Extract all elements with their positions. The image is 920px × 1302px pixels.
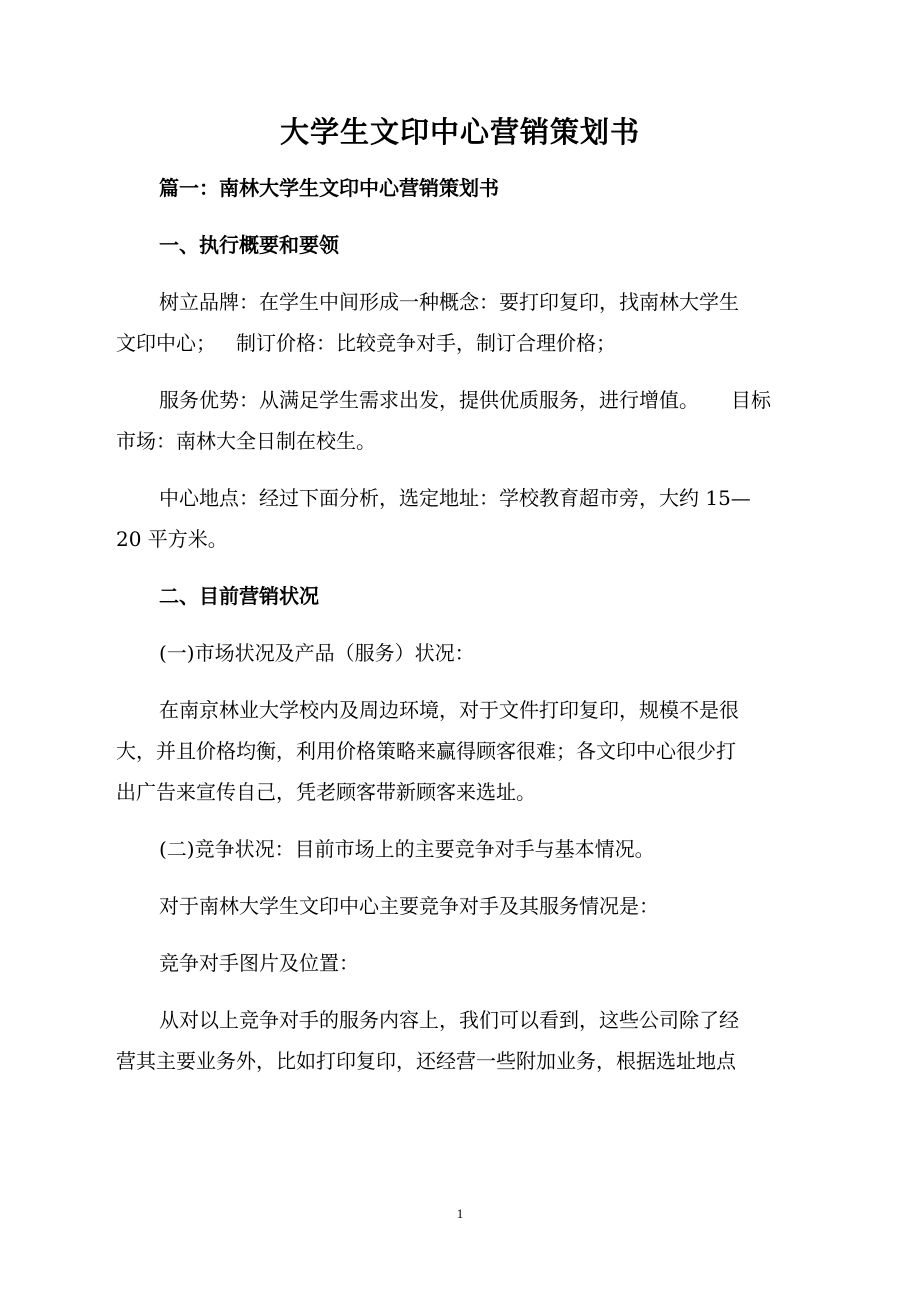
- analysis-line-2: 营其主要业务外，比如打印复印，还经营一些附加业务，根据选址地点: [116, 1049, 736, 1073]
- document-title: 大学生文印中心营销策划书: [279, 115, 640, 149]
- brand-line-2b: 制订价格：比较竞争对手，制订合理价格；: [236, 331, 616, 355]
- page-number: 1: [456, 1206, 464, 1221]
- summary-heading: 一、执行概要和要领: [159, 233, 339, 257]
- location-line-1: 中心地点：经过下面分析，选定地址：学校教育超市旁，大约 15—: [159, 486, 751, 510]
- location-line-2: 20 平方米。: [116, 527, 228, 551]
- status-heading: 二、目前营销状况: [159, 584, 319, 608]
- analysis-paragraph: [116, 1000, 808, 1082]
- brand-line-2a: 文印中心；: [116, 331, 216, 355]
- brand-paragraph: [116, 282, 808, 364]
- analysis-line-1: 从对以上竞争对手的服务内容上，我们可以看到，这些公司除了经: [159, 1008, 739, 1032]
- service-line-1b: 目标: [731, 388, 771, 412]
- service-line-2: 市场：南林大全日制在校生。: [116, 429, 376, 453]
- competitors-intro: 对于南林大学生文印中心主要竞争对手及其服务情况是：: [159, 894, 659, 918]
- service-line-1a: 服务优势：从满足学生需求出发，提供优质服务，进行增值。: [159, 388, 699, 412]
- location-paragraph: [116, 478, 808, 560]
- market-subheading: (一)市场状况及产品（服务）状况：: [159, 641, 475, 665]
- brand-line-2: [116, 323, 808, 364]
- part1-heading: 篇一：南林大学生文印中心营销策划书: [159, 176, 499, 200]
- service-paragraph: [116, 380, 808, 462]
- market-line-2: 大，并且价格均衡，利用价格策略来赢得顾客很难；各文印中心很少打: [116, 739, 736, 763]
- competitors-pictures: 竞争对手图片及位置：: [159, 951, 359, 975]
- service-line-1: [116, 380, 808, 421]
- brand-line-1: 树立品牌：在学生中间形成一种概念：要打印复印，找南林大学生: [159, 290, 739, 314]
- document-body: [116, 168, 808, 1098]
- competition-subheading: (二)竞争状况：目前市场上的主要竞争对手与基本情况。: [159, 837, 655, 861]
- market-paragraph: [116, 690, 808, 813]
- market-line-3: 出广告来宣传自己，凭老顾客带新顾客来选址。: [116, 780, 536, 804]
- market-line-1: 在南京林业大学校内及周边环境，对于文件打印复印，规模不是很: [159, 698, 739, 722]
